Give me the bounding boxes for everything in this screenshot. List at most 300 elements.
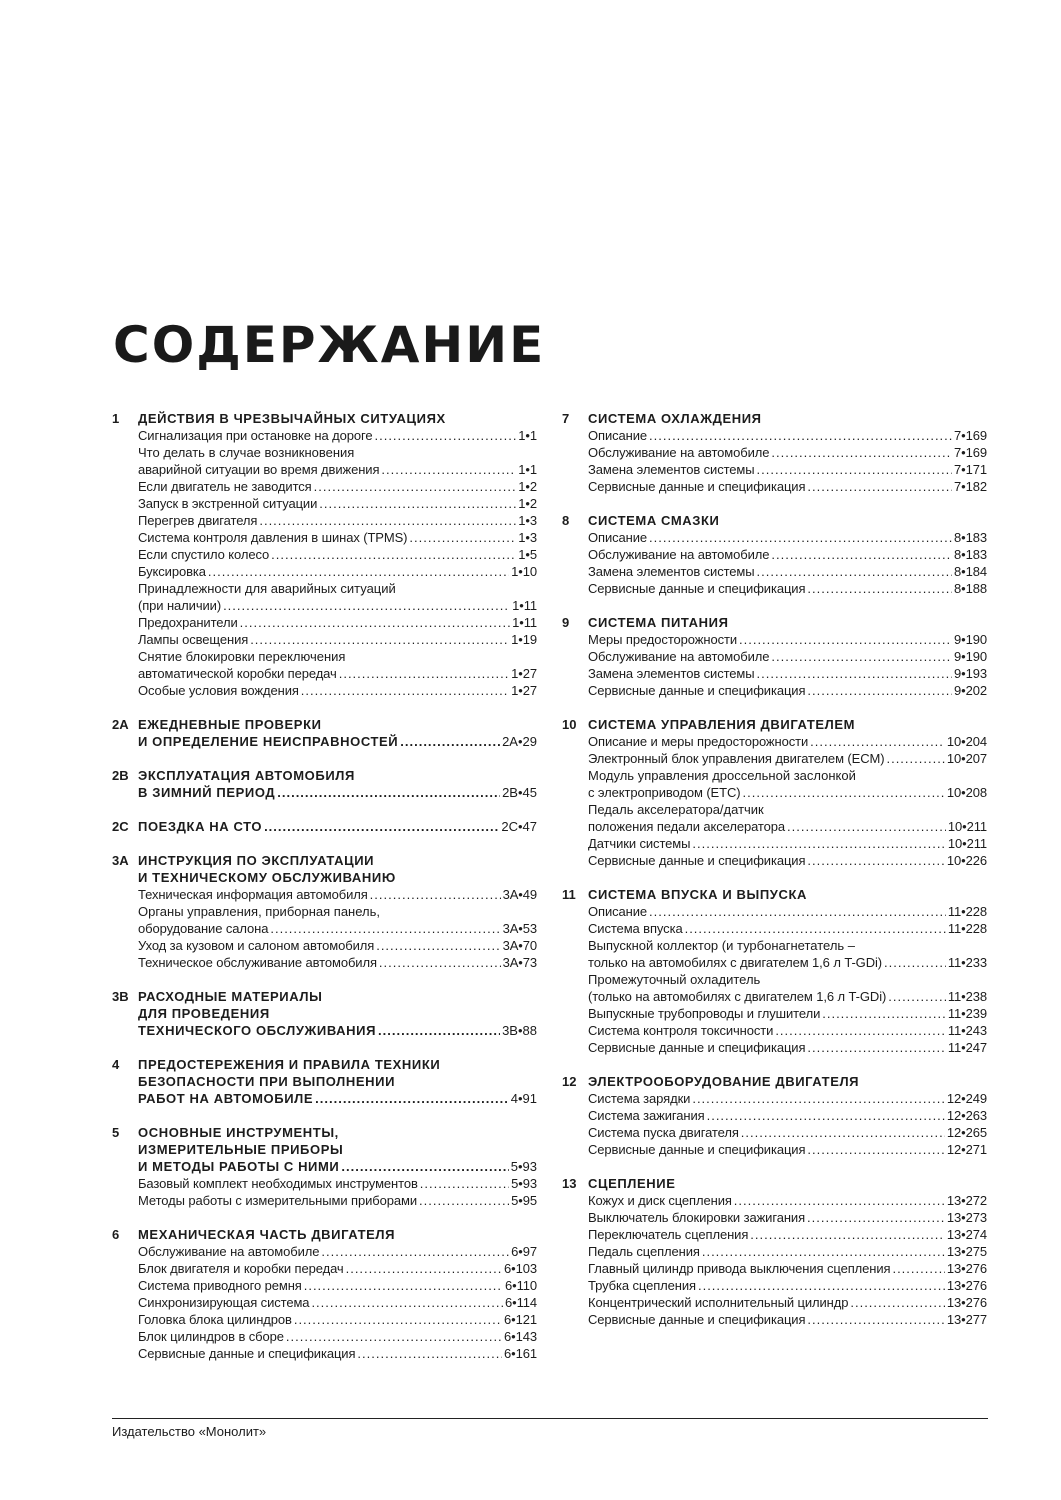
dot-leader	[250, 631, 509, 648]
entry-text: Система пуска двигателя	[588, 1125, 739, 1140]
page-number: 3B•88	[502, 1023, 537, 1038]
toc-entry[interactable]	[588, 529, 987, 546]
page-number: 11•233	[947, 955, 987, 970]
section-title	[138, 1056, 537, 1107]
dot-leader	[807, 1209, 945, 1226]
entry-text: Концентрический исполнительный цилиндр	[588, 1295, 849, 1310]
section-title-line: ЭКСПЛУАТАЦИЯ АВТОМОБИЛЯ	[138, 768, 355, 783]
page-number: 7•182	[954, 479, 987, 494]
toc-entry[interactable]	[588, 546, 987, 563]
page-number: 11•247	[947, 1040, 987, 1055]
entry-text: Методы работы с измерительными приборами	[138, 1193, 417, 1208]
section-title-line[interactable]	[138, 818, 537, 835]
section-heading	[562, 1073, 987, 1090]
entry-row	[588, 1005, 987, 1022]
toc-entry[interactable]	[138, 1277, 537, 1294]
dot-leader	[807, 1311, 944, 1328]
entry-text: Сервисные данные и спецификация	[588, 581, 806, 596]
dot-leader	[884, 954, 946, 971]
section-title	[588, 614, 987, 631]
entry-text: Перегрев двигателя	[138, 513, 258, 528]
section-title-line[interactable]	[138, 784, 537, 801]
entry-row	[588, 784, 987, 801]
section-title-line[interactable]	[138, 1022, 537, 1039]
toc-entry[interactable]	[588, 580, 987, 597]
page-number: 1•19	[511, 632, 537, 647]
entry-row	[588, 1192, 987, 1209]
section-title-line: СИСТЕМА СМАЗКИ	[588, 513, 720, 528]
toc-entry[interactable]	[138, 614, 537, 631]
entry-text-line: Что делать в случае возникновения	[138, 445, 355, 460]
entry-row	[588, 648, 987, 665]
section-title-line[interactable]	[138, 1158, 537, 1175]
toc-entry[interactable]	[588, 478, 987, 495]
entry-text: Предохранители	[138, 615, 238, 630]
toc-entry[interactable]	[138, 903, 537, 937]
entry-row	[138, 937, 537, 954]
toc-entry[interactable]	[138, 1260, 537, 1277]
section-title-line: СИСТЕМА ОХЛАЖДЕНИЯ	[588, 411, 762, 426]
toc-entry[interactable]	[588, 1124, 987, 1141]
page-number: 13•276	[946, 1261, 987, 1276]
page-number: 1•27	[511, 683, 537, 698]
dot-leader	[757, 665, 952, 682]
entry-row	[588, 835, 987, 852]
page-number: 10•226	[946, 853, 987, 868]
dot-leader	[685, 920, 946, 937]
toc-section	[112, 1056, 537, 1107]
page-number: 10•211	[947, 819, 987, 834]
page-number: 6•121	[504, 1312, 537, 1327]
entry-text: Обслуживание на автомобиле	[138, 1244, 320, 1259]
entry-text: Сигнализация при остановке на дороге	[138, 428, 373, 443]
entry-row	[588, 1022, 987, 1039]
entry-text-line: Снятие блокировки переключения	[138, 649, 346, 664]
toc-entry[interactable]	[138, 1192, 537, 1209]
entry-row	[588, 733, 987, 750]
entry-row	[588, 1209, 987, 1226]
dot-leader	[374, 427, 516, 444]
toc-entry[interactable]	[138, 886, 537, 903]
section-heading	[112, 852, 537, 886]
dot-leader	[357, 1345, 502, 1362]
section-title	[588, 410, 987, 427]
page-number: 9•190	[954, 632, 987, 647]
entry-text: Выпускные трубопроводы и глушители	[588, 1006, 821, 1021]
section-title-line: РАСХОДНЫЕ МАТЕРИАЛЫ	[138, 989, 323, 1004]
toc-entry[interactable]	[588, 1090, 987, 1107]
dot-leader	[771, 546, 952, 563]
section-title-line[interactable]	[138, 733, 537, 750]
page-number: 1•3	[518, 513, 537, 528]
toc-entry[interactable]	[588, 903, 987, 920]
entry-row	[588, 818, 987, 835]
section-title	[588, 1073, 987, 1090]
page-number: 9•190	[954, 649, 987, 664]
section-number: 3A	[112, 853, 129, 868]
section-heading	[562, 410, 987, 427]
entry-text: Блок двигателя и коробки передач	[138, 1261, 344, 1276]
toc-entry[interactable]	[138, 937, 537, 954]
section-title-text: РАБОТ НА АВТОМОБИЛЕ	[138, 1091, 314, 1106]
page-number: 7•171	[954, 462, 987, 477]
dot-leader	[750, 1226, 945, 1243]
entry-text: Обслуживание на автомобиле	[588, 547, 770, 562]
entry-text: Система контроля токсичности	[588, 1023, 774, 1038]
toc-entry[interactable]	[138, 427, 537, 444]
section-heading	[112, 1056, 537, 1107]
toc-entry[interactable]	[588, 1141, 987, 1158]
dot-leader	[409, 529, 516, 546]
toc-column-right	[562, 410, 987, 1345]
toc-section	[112, 410, 537, 699]
entry-text: Уход за кузовом и салоном автомобиля	[138, 938, 375, 953]
toc-item-list	[588, 529, 987, 597]
dot-leader	[270, 920, 500, 937]
section-number: 7	[562, 411, 570, 426]
page-number: 13•273	[946, 1210, 987, 1225]
page-number: 13•272	[946, 1193, 987, 1208]
entry-row	[588, 665, 987, 682]
dot-leader	[807, 1141, 944, 1158]
page-number: 5•93	[511, 1176, 537, 1191]
dot-leader	[286, 1328, 502, 1345]
section-title-text: И МЕТОДЫ РАБОТЫ С НИМИ	[138, 1159, 340, 1174]
section-number: 10	[562, 717, 577, 732]
entry-row	[588, 580, 987, 597]
dot-leader	[378, 1022, 500, 1039]
toc-entry[interactable]	[588, 427, 987, 444]
entry-text: Сервисные данные и спецификация	[588, 853, 806, 868]
section-heading	[112, 818, 537, 835]
entry-text-line: Педаль акселератора/датчик	[588, 802, 764, 817]
toc-section	[562, 716, 987, 869]
toc-entry[interactable]	[588, 461, 987, 478]
entry-row	[138, 563, 537, 580]
entry-row	[138, 682, 537, 699]
toc-entry[interactable]	[588, 1294, 987, 1311]
entry-row	[588, 529, 987, 546]
entry-text: положения педали акселератора	[588, 819, 786, 834]
entry-text: Описание и меры предосторожности	[588, 734, 809, 749]
entry-text: Система зарядки	[588, 1091, 691, 1106]
entry-row	[588, 563, 987, 580]
toc-entry[interactable]	[588, 1005, 987, 1022]
toc-entry[interactable]	[138, 512, 537, 529]
page-number: 4•91	[510, 1091, 537, 1106]
entry-row	[588, 1090, 987, 1107]
toc-entry[interactable]	[588, 801, 987, 835]
entry-text: Лампы освещения	[138, 632, 249, 647]
page-number: 2B•45	[502, 785, 537, 800]
section-number: 11	[562, 887, 576, 902]
page-number: 1•2	[518, 496, 537, 511]
toc-entry[interactable]	[138, 546, 537, 563]
page-number: 5•93	[510, 1159, 537, 1174]
toc-entry[interactable]	[138, 648, 537, 682]
section-heading	[112, 1124, 537, 1175]
page-number: 12•263	[946, 1108, 987, 1123]
section-title	[138, 988, 537, 1039]
dot-leader	[649, 903, 946, 920]
toc-item-list	[588, 631, 987, 699]
entry-text: Электронный блок управления двигателем (ECM)	[588, 751, 885, 766]
toc-entry[interactable]	[138, 1328, 537, 1345]
entry-text: Техническое обслуживание автомобиля	[138, 955, 377, 970]
section-title-line: ЭЛЕКТРООБОРУДОВАНИЕ ДВИГАТЕЛЯ	[588, 1074, 860, 1089]
entry-row	[588, 1277, 987, 1294]
entry-text: с электроприводом (ETC)	[588, 785, 741, 800]
toc-entry[interactable]	[588, 1039, 987, 1056]
page-number: 10•207	[946, 751, 987, 766]
toc-section	[562, 512, 987, 597]
toc-entry[interactable]	[588, 1277, 987, 1294]
toc-entry[interactable]	[588, 1022, 987, 1039]
toc-entry[interactable]	[138, 529, 537, 546]
section-title-line: И ТЕХНИЧЕСКОМУ ОБСЛУЖИВАНИЮ	[138, 870, 396, 885]
entry-row	[588, 1260, 987, 1277]
entry-text: Педаль сцепления	[588, 1244, 700, 1259]
section-number: 3B	[112, 989, 129, 1004]
toc-entry[interactable]	[588, 1311, 987, 1328]
entry-row	[588, 682, 987, 699]
page-number: 8•184	[954, 564, 987, 579]
toc-entry[interactable]	[138, 1345, 537, 1362]
page-number: 1•11	[512, 615, 537, 630]
section-title-line: ЕЖЕДНЕВНЫЕ ПРОВЕРКИ	[138, 717, 322, 732]
dot-leader	[649, 529, 952, 546]
toc-entry[interactable]	[138, 1311, 537, 1328]
entry-row	[138, 1328, 537, 1345]
dot-leader	[742, 784, 944, 801]
dot-leader	[807, 852, 944, 869]
page-number: 12•249	[946, 1091, 987, 1106]
entry-row	[588, 1107, 987, 1124]
entry-row	[138, 614, 537, 631]
entry-row	[138, 478, 537, 495]
entry-row	[138, 1277, 537, 1294]
page-number: 10•208	[946, 785, 987, 800]
dot-leader	[807, 580, 952, 597]
toc-entry[interactable]	[588, 648, 987, 665]
page-number: 6•110	[504, 1278, 537, 1293]
page-number: 9•202	[954, 683, 987, 698]
page-number: 13•274	[946, 1227, 987, 1242]
section-heading	[112, 1226, 537, 1243]
page-number: 12•271	[946, 1142, 987, 1157]
toc-item-list	[588, 1090, 987, 1158]
entry-row	[138, 1192, 537, 1209]
dot-leader	[771, 648, 952, 665]
toc-entry[interactable]	[588, 1107, 987, 1124]
page-number: 1•3	[518, 530, 537, 545]
dot-leader	[850, 1294, 945, 1311]
toc-entry[interactable]	[588, 767, 987, 801]
toc-item-list	[138, 427, 537, 699]
entry-text: Трубка сцепления	[588, 1278, 696, 1293]
entry-text: автоматической коробки передач	[138, 666, 337, 681]
page-number: 10•211	[947, 836, 987, 851]
toc-entry[interactable]	[138, 631, 537, 648]
dot-leader	[277, 784, 500, 801]
page-number: 11•228	[947, 904, 987, 919]
dot-leader	[702, 1243, 945, 1260]
page-number: 8•183	[954, 530, 987, 545]
publisher-footer: Издательство «Монолит»	[112, 1424, 267, 1439]
entry-row	[588, 1039, 987, 1056]
toc-entry[interactable]	[588, 1209, 987, 1226]
dot-leader	[419, 1192, 509, 1209]
entry-row	[588, 1294, 987, 1311]
toc-entry[interactable]	[138, 563, 537, 580]
dot-leader	[319, 495, 516, 512]
page-number: 13•275	[946, 1244, 987, 1259]
section-heading	[562, 512, 987, 529]
page-number: 1•1	[518, 462, 537, 477]
section-number: 6	[112, 1227, 120, 1242]
entry-text: Обслуживание на автомобиле	[588, 649, 770, 664]
toc-entry[interactable]	[588, 1243, 987, 1260]
entry-text: Главный цилиндр привода выключения сцепления	[588, 1261, 891, 1276]
toc-entry[interactable]	[138, 495, 537, 512]
entry-text-line: Модуль управления дроссельной заслонкой	[588, 768, 856, 783]
page-number: 8•188	[954, 581, 987, 596]
entry-row	[138, 461, 537, 478]
page-number: 6•103	[504, 1261, 537, 1276]
entry-row	[138, 665, 537, 682]
page-number: 12•265	[946, 1125, 987, 1140]
page-title: СОДЕРЖАНИЕ	[113, 316, 546, 374]
page-number: 11•243	[947, 1023, 987, 1038]
entry-text: Система контроля давления в шинах (TPMS)	[138, 530, 408, 545]
toc-entry[interactable]	[588, 852, 987, 869]
entry-text: (при наличии)	[138, 598, 222, 613]
toc-section	[112, 852, 537, 971]
entry-row	[138, 1260, 537, 1277]
page-number: 5•95	[511, 1193, 537, 1208]
toc-section	[112, 1226, 537, 1362]
section-title	[588, 886, 987, 903]
dot-leader	[698, 1277, 945, 1294]
dot-leader	[807, 682, 952, 699]
entry-text: Описание	[588, 428, 648, 443]
dot-leader	[294, 1311, 502, 1328]
dot-leader	[321, 1243, 509, 1260]
toc-entry[interactable]	[588, 1226, 987, 1243]
toc-entry[interactable]	[588, 750, 987, 767]
toc-entry[interactable]	[138, 954, 537, 971]
entry-text: Система впуска	[588, 921, 683, 936]
section-title-text: ПОЕЗДКА НА СТО	[138, 819, 263, 834]
entry-text: Синхронизирующая система	[138, 1295, 310, 1310]
toc-entry[interactable]	[588, 1192, 987, 1209]
toc-entry[interactable]	[588, 920, 987, 937]
entry-row	[588, 988, 987, 1005]
section-title	[138, 818, 537, 835]
toc-entry[interactable]	[588, 682, 987, 699]
section-title-line: ОСНОВНЫЕ ИНСТРУМЕНТЫ,	[138, 1125, 339, 1140]
toc-entry[interactable]	[138, 444, 537, 478]
dot-leader	[810, 733, 945, 750]
entry-text: Сервисные данные и спецификация	[138, 1346, 356, 1361]
toc-section	[112, 1124, 537, 1209]
section-title	[138, 410, 537, 427]
toc-entry[interactable]	[588, 631, 987, 648]
toc-entry[interactable]	[588, 1260, 987, 1277]
dot-leader	[739, 631, 952, 648]
section-number: 2B	[112, 768, 129, 783]
toc-entry[interactable]	[138, 1294, 537, 1311]
section-title	[138, 716, 537, 750]
toc-entry[interactable]	[588, 444, 987, 461]
dot-leader	[264, 818, 499, 835]
entry-text: Запуск в экстренной ситуации	[138, 496, 318, 511]
toc-entry[interactable]	[588, 835, 987, 852]
section-title-line[interactable]	[138, 1090, 537, 1107]
dot-leader	[240, 614, 510, 631]
dot-leader	[734, 1192, 945, 1209]
toc-entry[interactable]	[138, 478, 537, 495]
entry-text: только на автомобилях с двигателем 1,6 л T-GDi)	[588, 955, 882, 970]
dot-leader	[775, 1022, 946, 1039]
dot-leader	[223, 597, 510, 614]
toc-entry[interactable]	[138, 1175, 537, 1192]
entry-row	[588, 1226, 987, 1243]
toc-section	[562, 886, 987, 1056]
page-number: 1•1	[518, 428, 537, 443]
section-heading	[562, 614, 987, 631]
dot-leader	[692, 835, 945, 852]
entry-row	[588, 1311, 987, 1328]
page-number: 6•114	[504, 1295, 537, 1310]
dot-leader	[741, 1124, 945, 1141]
dot-leader	[707, 1107, 945, 1124]
toc-entry[interactable]	[588, 665, 987, 682]
toc-entry[interactable]	[588, 937, 987, 971]
page-number: 11•238	[947, 989, 987, 1004]
dot-leader	[379, 954, 501, 971]
toc-entry[interactable]	[138, 682, 537, 699]
section-heading	[112, 988, 537, 1039]
toc-entry[interactable]	[138, 1243, 537, 1260]
section-number: 4	[112, 1057, 120, 1072]
entry-row	[138, 954, 537, 971]
entry-text: Сервисные данные и спецификация	[588, 1040, 806, 1055]
entry-text: (только на автомобилях с двигателем 1,6 л T-GDi)	[588, 989, 887, 1004]
section-heading	[562, 716, 987, 733]
entry-text: Сервисные данные и спецификация	[588, 1312, 806, 1327]
toc-entry[interactable]	[588, 563, 987, 580]
toc-entry[interactable]	[588, 733, 987, 750]
entry-row	[588, 631, 987, 648]
toc-entry[interactable]	[138, 580, 537, 614]
dot-leader	[346, 1260, 502, 1277]
dot-leader	[822, 1005, 946, 1022]
toc-item-list	[138, 1243, 537, 1362]
section-heading	[562, 1175, 987, 1192]
dot-leader	[420, 1175, 509, 1192]
toc-section	[112, 818, 537, 835]
page-number: 2C•47	[501, 819, 537, 834]
section-title-line: БЕЗОПАСНОСТИ ПРИ ВЫПОЛНЕНИИ	[138, 1074, 396, 1089]
toc-entry[interactable]	[588, 971, 987, 1005]
entry-row	[588, 427, 987, 444]
entry-row	[588, 444, 987, 461]
entry-text-line: Промежуточный охладитель	[588, 972, 761, 987]
section-heading	[112, 410, 537, 427]
page-number: 13•276	[946, 1295, 987, 1310]
section-title-line: СИСТЕМА УПРАВЛЕНИЯ ДВИГАТЕЛЕМ	[588, 717, 856, 732]
